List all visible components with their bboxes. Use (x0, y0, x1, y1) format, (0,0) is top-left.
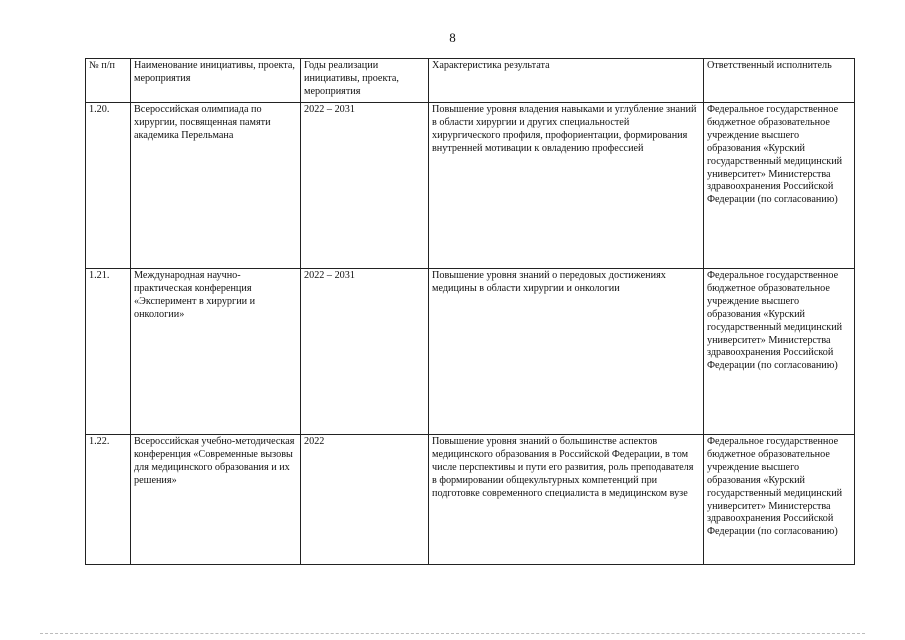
table-header-row (86, 59, 855, 103)
header-name: Наименование инициативы, проекта, мероприятия (131, 59, 301, 103)
row-name: Международная научно-практическая конференция «Эксперимент в хирургии и онкологии» (131, 269, 301, 435)
table-row (86, 103, 855, 269)
row-number: 1.21. (86, 269, 131, 435)
row-result: Повышение уровня владения навыками и углубление знаний в области хирургии и других специальностей хирургического профиля, профориентации, формирования внутренней мотивации к овладению профессией (429, 103, 704, 269)
row-years: 2022 – 2031 (301, 269, 429, 435)
header-result: Характеристика результата (429, 59, 704, 103)
row-years: 2022 (301, 435, 429, 565)
header-executor: Ответственный исполнитель (704, 59, 855, 103)
initiatives-table (85, 58, 855, 565)
scan-edge-line (40, 633, 865, 634)
row-result: Повышение уровня знаний о большинстве аспектов медицинского образования в Российской Федерации, в том числе перспективы и пути его развития, роль преподавателя в формировании общекультурных компетенций при подготовке современного специалиста в медицинском вузе (429, 435, 704, 565)
header-number: № п/п (86, 59, 131, 103)
table-row (86, 435, 855, 565)
row-number: 1.22. (86, 435, 131, 565)
table-row (86, 269, 855, 435)
header-years: Годы реализации инициативы, проекта, мероприятия (301, 59, 429, 103)
row-number: 1.20. (86, 103, 131, 269)
row-name: Всероссийская учебно-методическая конференция «Современные вызовы для медицинского образования и их решения» (131, 435, 301, 565)
row-executor: Федеральное государственное бюджетное образовательное учреждение высшего образования «Курский государственный медицинский университет» Министерства здравоохранения Российской Федерации (по согласованию) (704, 269, 855, 435)
row-years: 2022 – 2031 (301, 103, 429, 269)
page-number: 8 (449, 30, 456, 45)
row-result: Повышение уровня знаний о передовых достижениях медицины в области хирургии и онкологии (429, 269, 704, 435)
row-executor: Федеральное государственное бюджетное образовательное учреждение высшего образования «Курский государственный медицинский университет» Министерства здравоохранения Российской Федерации (по согласованию) (704, 103, 855, 269)
row-name: Всероссийская олимпиада по хирургии, посвященная памяти академика Перельмана (131, 103, 301, 269)
row-executor: Федеральное государственное бюджетное образовательное учреждение высшего образования «Курский государственный медицинский университет» Министерства здравоохранения Российской Федерации (по согласованию) (704, 435, 855, 565)
